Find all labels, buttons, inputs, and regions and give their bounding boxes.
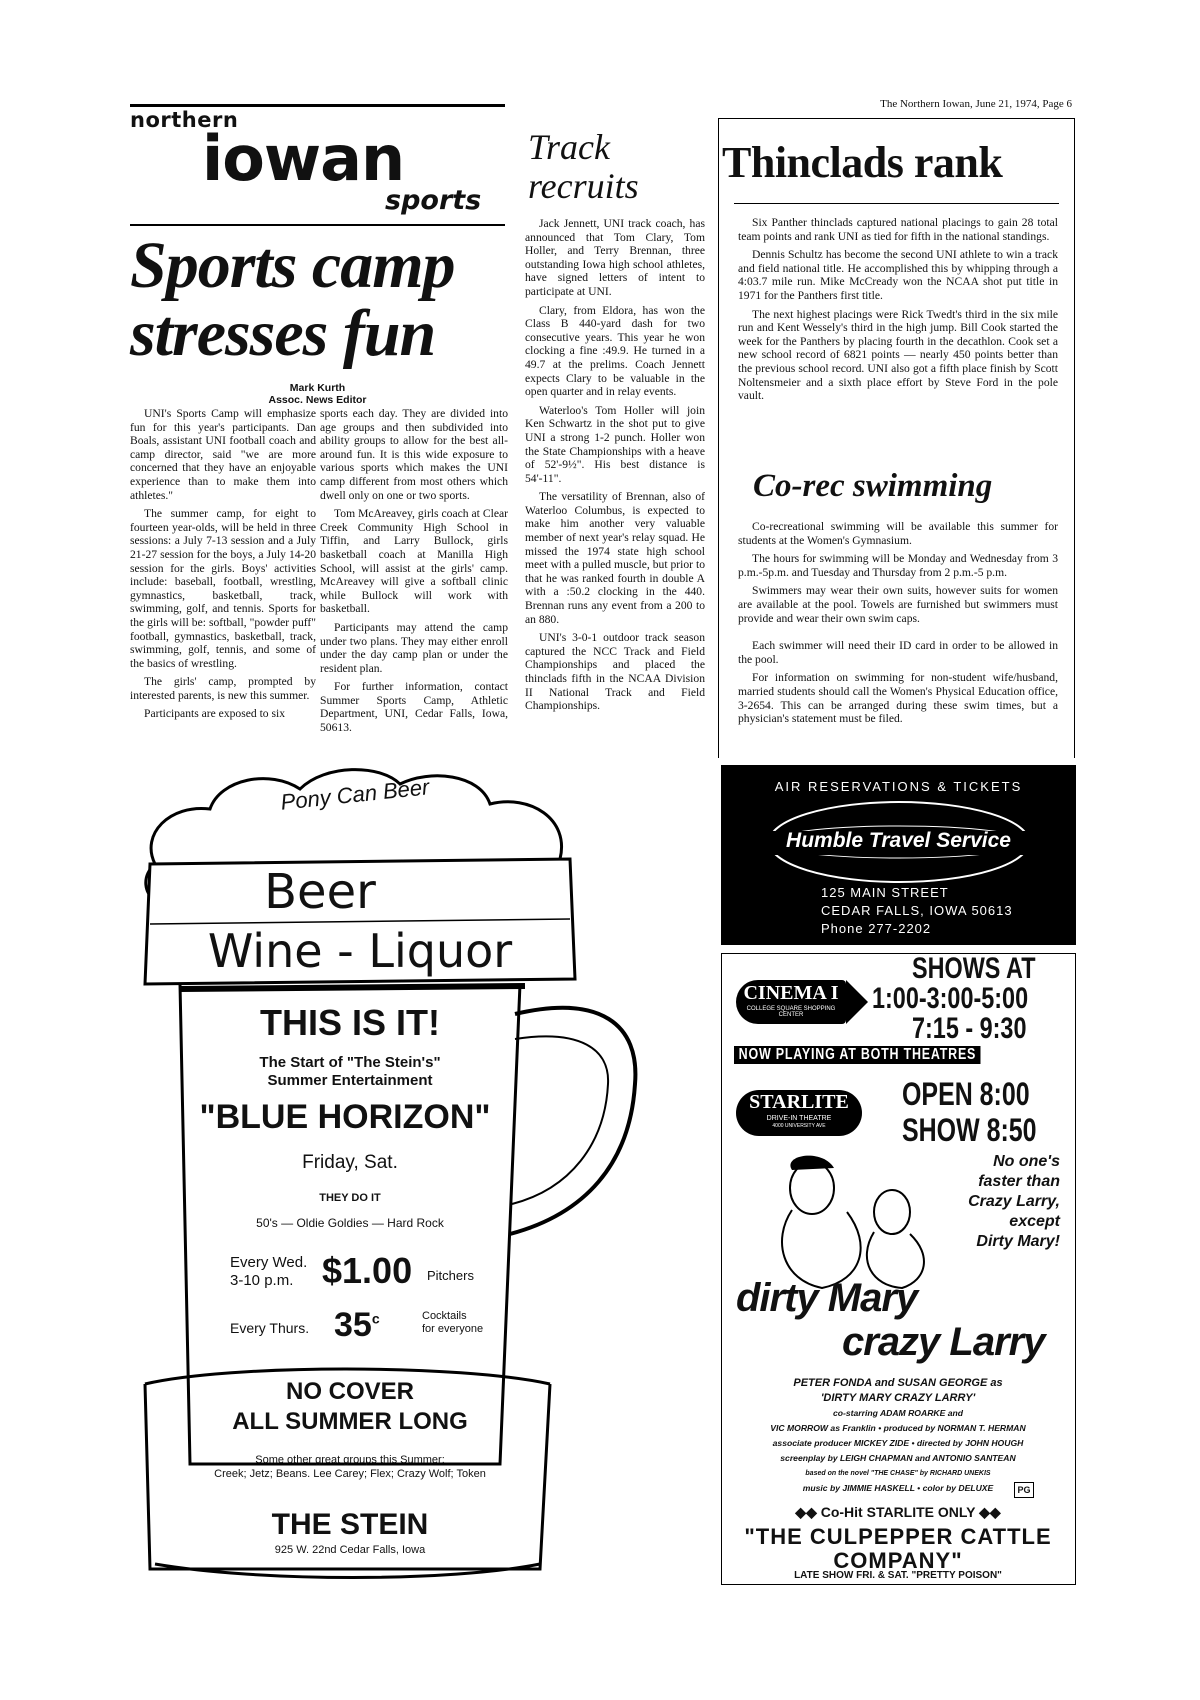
- travel-top: AIR RESERVATIONS & TICKETS: [774, 779, 1023, 794]
- starlite-logo: [736, 1090, 862, 1136]
- byline-name: Mark Kurth: [289, 382, 346, 394]
- byline-title: Assoc. News Editor: [268, 394, 367, 406]
- paragraph: sports each day. They are divided into age groups and then subdivided into ability groups to allow for the best all-around fun. It is this wide exposure to various sports which makes the UNI camp different from most others which dwell only on one or two sports.: [320, 407, 508, 502]
- stein-band-name: "BLUE HORIZON": [199, 1098, 491, 1136]
- cohit-title-1: "THE CULPEPPER CATTLE: [744, 1524, 1052, 1549]
- stein-thu-cents: c: [371, 1310, 380, 1327]
- paragraph: Dennis Schultz has become the second UNI athlete to win a track and field national title. He accomplished this by whipping through a 4:03.7 mile run. Mike McCready won the NCAA shot put title in 1971 for the Panthers first title.: [738, 248, 1058, 302]
- paragraph: Co-recreational swimming will be available this summer for students at the Women's Gymnasium.: [738, 520, 1058, 547]
- credit-line: PETER FONDA and SUSAN GEORGE as: [793, 1377, 1003, 1389]
- travel-name: Humble Travel Service: [786, 829, 1011, 852]
- thinclads-body: [738, 216, 1058, 466]
- masthead-northern: northern: [130, 108, 239, 132]
- sports-camp-col1: [130, 407, 316, 755]
- cohit-label: Co-Hit STARLITE ONLY: [820, 1504, 976, 1520]
- travel-street: 125 MAIN STREET: [821, 885, 949, 900]
- show-time: SHOW 8:50: [902, 1112, 1037, 1148]
- stein-wed-price: $1.00: [322, 1250, 413, 1291]
- stein-intro-line1: The Start of "The Stein's": [259, 1054, 441, 1071]
- show-times-2: 7:15 - 9:30: [912, 1012, 1027, 1045]
- cinema-logo: [736, 980, 846, 1024]
- starlite-sub1: DRIVE-IN THEATRE: [766, 1115, 832, 1122]
- corec-headline: Co-rec swimming: [753, 468, 993, 504]
- paragraph: UNI's 3-0-1 outdoor track season captured the NCC Track and Field Championships and placed the thinclads fifth in the NCAA Division II National Track and Field Championships.: [525, 631, 705, 713]
- stein-genres: 50's — Oldie Goldies — Hard Rock: [256, 1216, 444, 1230]
- tagline-line: faster than: [978, 1173, 1060, 1190]
- credit-line: based on the novel "THE CHASE" by RICHARD UNEKIS: [805, 1470, 991, 1477]
- stein-thu-price: [334, 1306, 394, 1345]
- paragraph: Six Panther thinclads captured national placings to gain 28 total team points and rank UNI as tied for fifth in the national standings.: [738, 216, 1058, 243]
- paragraph: For information on swimming for non-student wife/husband, married students should call the Women's Physical Education office, 3-2654. This can be arranged during these swim times, but a physician's statement must be filed.: [738, 671, 1058, 726]
- open-time: OPEN 8:00: [902, 1076, 1030, 1112]
- stein-wed-item: Pitchers: [427, 1268, 474, 1283]
- page-header: The Northern Iowan, June 21, 1974, Page 6: [880, 98, 1072, 110]
- diamond-icon: ◆◆: [795, 1504, 821, 1520]
- credit-line: music by JIMMIE HASKELL • color by DELUXE: [802, 1483, 994, 1493]
- stein-sign-beer: Beer: [264, 864, 376, 920]
- travel-city: CEDAR FALLS, IOWA 50613: [821, 903, 1013, 918]
- masthead-iowan: iowan: [202, 122, 405, 195]
- cohit-title-2: COMPANY": [833, 1548, 963, 1573]
- stein-foam-text: Pony Can Beer: [279, 774, 431, 815]
- cohit-line: [722, 1504, 1074, 1521]
- late-show: LATE SHOW FRI. & SAT. "PRETTY POISON": [794, 1570, 1002, 1581]
- paragraph: For further information, contact Summer Sports Camp, Athletic Department, UNI, Cedar Falls, Iowa, 50613.: [320, 680, 508, 735]
- stein-headline: THIS IS IT!: [260, 1002, 440, 1043]
- paragraph: UNI's Sports Camp will emphasize fun for this year's participants. Dan Boals, assistant UNI football coach and camp director, said "we are more concerned that they have an enjoyable experience than to make them into athletes.": [130, 407, 316, 502]
- tagline-line: except: [1009, 1213, 1060, 1230]
- movie-title-1: dirty Mary: [736, 1276, 918, 1320]
- tagline-line: Crazy Larry,: [968, 1193, 1060, 1210]
- cinema-ad: [721, 953, 1076, 1585]
- paragraph: Clary, from Eldora, has won the Class B 440-yard dash for two consecutive years. This year he won clocking a fine :49.9. He turned in a 49.7 at the prelims. Coach Jennett expects Clary to be valuable in the open quarter and in relay events.: [525, 303, 705, 399]
- paragraph: Each swimmer will need their ID card in order to be allowed in the pool.: [738, 639, 1058, 666]
- stein-thu-item1: Cocktails: [422, 1310, 467, 1322]
- paragraph: Participants are exposed to six: [144, 707, 286, 721]
- stein-wed-label: Every Wed.: [230, 1254, 308, 1271]
- show-times-1: 1:00-3:00-5:00: [872, 982, 1029, 1015]
- stein-address: 925 W. 22nd Cedar Falls, Iowa: [274, 1544, 426, 1556]
- paragraph: The next highest placings were Rick Twedt's third in the six mile run and Kent Wessely's third in the high jump. Bill Cook started the week for the Panthers by placing fourth in the decathlon. Cook set a new school record of 6821 points — nearly 450 points better than the previous school record. UNI also got a fifth place finish by Scott Noltensmeier and a sixth place effort by Steve Ford in the pole vault.: [738, 307, 1058, 403]
- shows-at: SHOWS AT: [912, 952, 1036, 985]
- now-playing-both: NOW PLAYING AT BOTH THEATRES: [734, 1046, 981, 1064]
- tagline: [940, 1152, 1060, 1252]
- paragraph: The girls' camp, prompted by interested parents, is new this summer.: [130, 675, 316, 702]
- credit-line: VIC MORROW as Franklin • produced by NORMAN T. HERMAN: [770, 1423, 1026, 1433]
- tagline-line: Dirty Mary!: [976, 1233, 1060, 1250]
- stein-name: THE STEIN: [271, 1508, 429, 1541]
- movie-poster-figures: [752, 1150, 942, 1290]
- masthead-top-rule: [130, 104, 505, 107]
- cinema-sub: COLLEGE SQUARE SHOPPING CENTER: [746, 1006, 836, 1018]
- thinclads-rule: [734, 203, 1059, 204]
- rating-badge: PG: [1014, 1482, 1034, 1498]
- stein-groups-line1: Some other great groups this Summer:: [255, 1454, 445, 1466]
- stein-they-do-it: THEY DO IT: [319, 1192, 381, 1204]
- track-recruits-headline: Track recruits: [528, 127, 639, 206]
- stein-groups-line2: Creek; Jetz; Beans. Lee Carey; Flex; Crazy Wolf; Token: [214, 1468, 486, 1480]
- movie-title-2: crazy Larry: [842, 1320, 1045, 1364]
- cinema-name: CINEMA I: [743, 982, 839, 1004]
- paragraph: Tom McAreavey, girls coach at Clear Creek Community High School in Tiffin, and Larry Bullock, girls basketball coach at Manilla High School, will assist at the girls' camp. McAreavey will give a softball clinic while Bullock will work with basketball.: [320, 507, 508, 616]
- stein-intro-line2: Summer Entertainment: [267, 1072, 433, 1089]
- thinclads-headline: Thinclads rank: [722, 138, 1003, 187]
- paragraph: The versatility of Brennan, also of Waterloo Columbus, is expected to make him another very valuable member of next year's relay squad. He missed the 1974 state high school meet with a pulled muscle, but prior to that he was ranked fourth in double A with a :50.2 clocking in the 440. Brennan runs any event from a 200 to an 880.: [525, 490, 705, 626]
- stein-thu-label: Every Thurs.: [230, 1320, 310, 1336]
- diamond-icon: ◆◆: [975, 1504, 1001, 1520]
- masthead-sports: sports: [385, 185, 482, 216]
- stein-all-summer: ALL SUMMER LONG: [232, 1408, 468, 1435]
- credit-line: 'DIRTY MARY CRAZY LARRY': [820, 1392, 976, 1404]
- byline: [130, 382, 505, 406]
- paragraph: The hours for swimming will be Monday and Wednesday from 3 p.m.-5p.m. and Tuesday and Thursday from 2 p.m.-5 p.m.: [738, 552, 1058, 579]
- sports-camp-headline: Sports camp stresses fun: [130, 229, 455, 370]
- stein-days: Friday, Sat.: [302, 1152, 398, 1173]
- credit-line: associate producer MICKEY ZIDE • directed by JOHN HOUGH: [772, 1438, 1024, 1448]
- paragraph: Jack Jennett, UNI track coach, has announced that Tom Clary, Tom Holler, and Terry Brennan, three outstanding Iowa high school athletes, have signed letters of intent to participate at UNI.: [525, 217, 705, 298]
- sports-camp-col2: [320, 407, 508, 755]
- masthead-bottom-rule: [130, 224, 505, 226]
- stein-thu-item2: for everyone: [422, 1323, 484, 1335]
- travel-phone: Phone 277-2202: [821, 921, 932, 936]
- travel-ad: [721, 765, 1076, 945]
- cinema-arrow: [846, 980, 868, 1024]
- paragraph: Participants may attend the camp under two plans. They may either enroll under the day camp plan or under the resident plan.: [320, 620, 508, 675]
- movie-credits: [730, 1376, 1066, 1496]
- credit-line: co-starring ADAM ROARKE and: [832, 1408, 964, 1418]
- stein-ad: [130, 764, 645, 1584]
- paragraph: Waterloo's Tom Holler will join Ken Schwartz in the shot put to give UNI a strong 1-2 punch. Holler won the State Championships with a heave of 52'-9½". His best distance is 54'-11".: [525, 403, 705, 485]
- tagline-line: No one's: [993, 1153, 1060, 1170]
- starlite-sub2: 4000 UNIVERSITY AVE: [772, 1123, 826, 1129]
- stein-thu-price-value: 35: [334, 1306, 372, 1344]
- paragraph: Swimmers may wear their own suits, however suits for women are available at the pool. Towels are furnished but swimmers must provide and wear their own swim caps.: [738, 584, 1058, 625]
- stein-wed-time: 3-10 p.m.: [230, 1272, 294, 1289]
- stein-no-cover: NO COVER: [285, 1378, 414, 1405]
- stein-sign-wine-liquor: Wine - Liquor: [207, 924, 513, 978]
- paragraph: The summer camp, for eight to fourteen year-olds, will be held in three sessions: a July 7-13 session and a July 21-27 session for the boys, a July 14-20 session for the girls. Boys' activities include: baseball, football, wrestling, gymnastics, basketball, track, swimming, golf, and tennis. Sports for the girls will be: softball, "powder puff" football, gymnastics, basketball, track, swimming, golf, tennis, and some of the basics of wrestling.: [130, 507, 316, 670]
- track-recruits-body: [525, 217, 705, 757]
- starlite-name: STARLITE: [749, 1091, 849, 1113]
- credit-line: screenplay by LEIGH CHAPMAN and ANTONIO SANTEAN: [780, 1453, 1016, 1463]
- corec-body: [738, 520, 1058, 758]
